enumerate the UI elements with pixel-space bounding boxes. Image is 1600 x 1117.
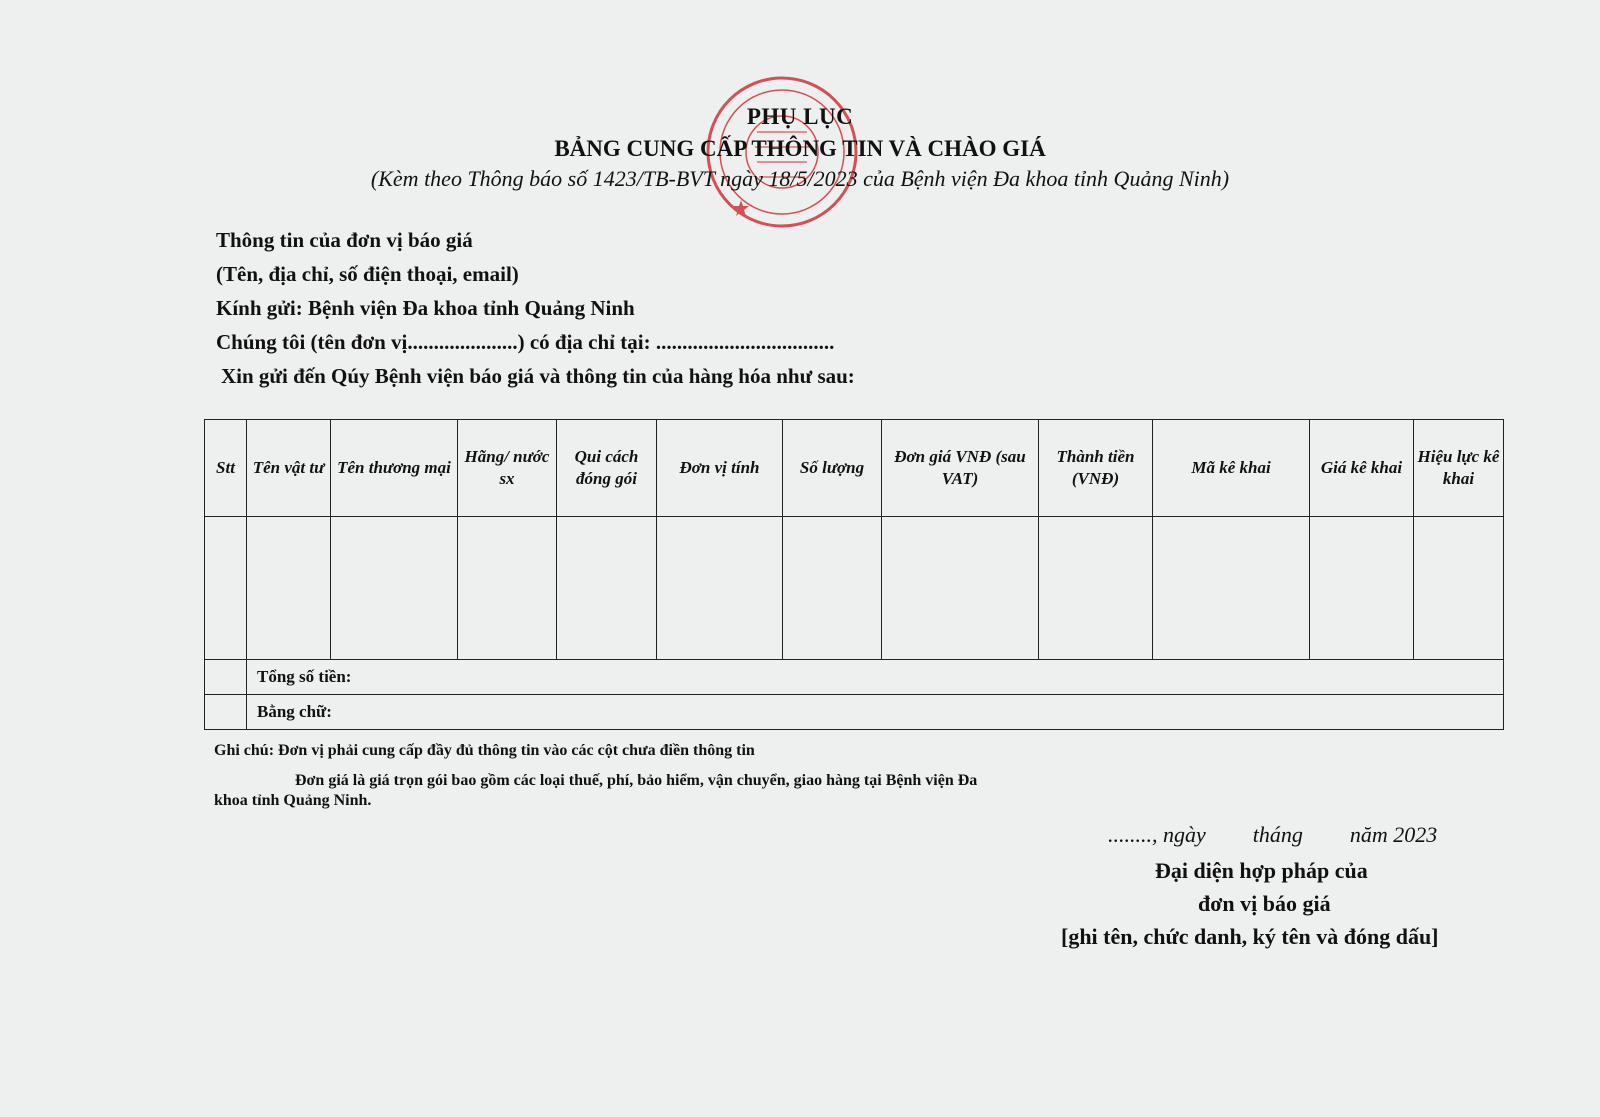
info-line-request: Xin gửi đến Qúy Bệnh viện báo giá và thông tin của hàng hóa như sau: [221,364,855,388]
table-header-row [205,420,1504,517]
words-row [205,695,1504,730]
table-cell [557,517,657,660]
info-line-vendor: Thông tin của đơn vị báo giá [216,228,473,252]
total-amount-label: Tổng số tiền: [247,660,1504,695]
header-cell: Giá kê khai [1310,420,1414,517]
total-row [205,660,1504,695]
signature-subtitle: đơn vị báo giá [1198,891,1331,916]
header-cell: Đơn vị tính [657,420,783,517]
document-title: BẢNG CUNG CẤP THÔNG TIN VÀ CHÀO GIÁ [554,136,1046,161]
table-cell [1310,517,1414,660]
table-cell [247,517,331,660]
signature-title: Đại diện hợp pháp của [1155,858,1368,883]
table-cell [1153,517,1310,660]
header-cell: Tên thương mại [331,420,458,517]
table-cell [205,517,247,660]
amount-in-words-label: Bằng chữ: [247,695,1504,730]
info-line-address: Chúng tôi (tên đơn vị.....................) có địa chỉ tại: .................................. [216,330,835,354]
info-line-recipient: Kính gửi: Bệnh viện Đa khoa tỉnh Quảng Ninh [216,296,635,320]
note-line: Ghi chú: Đơn vị phải cung cấp đầy đủ thông tin vào các cột chưa điền thông tin [214,742,755,759]
table-cell [783,517,882,660]
date-place: ........, ngày [1108,822,1206,847]
date-month: tháng [1252,822,1303,847]
table-cell [882,517,1039,660]
table-cell [331,517,458,660]
document-heading: PHỤ LỤC [746,104,854,129]
quotation-table [204,419,1504,730]
note-line: Đơn giá là giá trọn gói bao gồm các loại thuế, phí, bảo hiểm, vận chuyển, giao hàng tại Bệnh viện Đa [295,772,978,789]
table-cell [657,517,783,660]
table-cell [1414,517,1504,660]
header-cell: Đơn giá VNĐ (sau VAT) [882,420,1039,517]
header-cell: Tên vật tư [247,420,331,517]
header-cell: Hãng/ nước sx [458,420,557,517]
header-cell: Stt [205,420,247,517]
date-line [1108,822,1437,848]
header-cell: Qui cách đóng gói [557,420,657,517]
signature-instruction: [ghi tên, chức danh, ký tên và đóng dấu] [1061,924,1439,949]
document-subtitle: (Kèm theo Thông báo số 1423/TB-BVT ngày 18/5/2023 của Bệnh viện Đa khoa tỉnh Quảng Ninh) [370,166,1230,191]
table-row [205,517,1504,660]
header-cell: Mã kê khai [1153,420,1310,517]
header-cell: Thành tiền (VNĐ) [1039,420,1153,517]
header-cell: Hiệu lực kê khai [1414,420,1504,517]
table-cell [205,660,247,695]
note-line: khoa tỉnh Quảng Ninh. [214,792,372,809]
table-cell [458,517,557,660]
header-cell: Số lượng [783,420,882,517]
info-line-contact: (Tên, địa chỉ, số điện thoại, email) [216,262,519,286]
table-cell [1039,517,1153,660]
table-cell [205,695,247,730]
date-year: năm 2023 [1349,822,1438,847]
